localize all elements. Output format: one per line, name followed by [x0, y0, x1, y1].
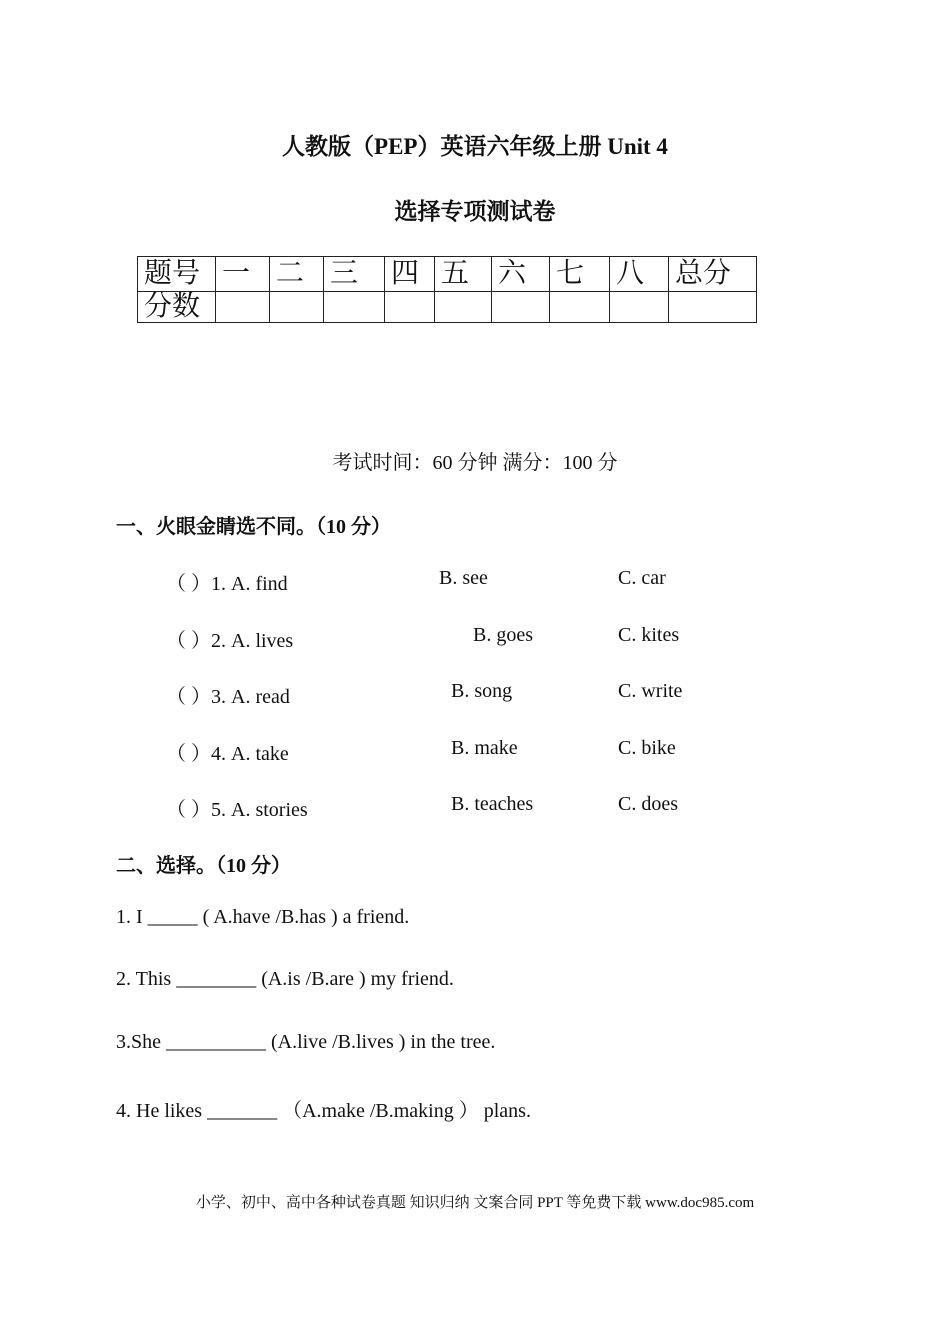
score-input-cell[interactable]	[324, 292, 385, 323]
table-cell: 四	[385, 257, 435, 292]
score-input-cell[interactable]	[385, 292, 435, 323]
fill-in-question: 1. I _____ ( A.have /B.has ) a friend.	[116, 906, 410, 928]
table-cell: 一	[216, 257, 270, 292]
question-option-b: B. make	[451, 737, 518, 759]
question-option-b: B. goes	[473, 624, 533, 646]
table-cell: 三	[324, 257, 385, 292]
fill-in-question: 2. This ________ (A.is /B.are ) my friend.	[116, 968, 454, 990]
question-option-b: B. see	[439, 567, 488, 589]
score-table	[137, 256, 757, 323]
score-table-header-row	[138, 257, 757, 292]
section-2-heading: 二、选择。（10 分）	[116, 855, 291, 877]
table-cell: 七	[550, 257, 610, 292]
score-table-score-row	[138, 292, 757, 323]
exam-info: 考试时间：60 分钟 满分：100 分	[332, 452, 618, 474]
question-option-c: C. does	[618, 793, 678, 815]
table-cell: 八	[610, 257, 669, 292]
table-cell: 题号	[138, 257, 216, 292]
score-input-cell[interactable]	[610, 292, 669, 323]
section-1-heading: 一、火眼金睛选不同。（10 分）	[116, 516, 391, 538]
question-option-c: C. write	[618, 680, 683, 702]
score-input-cell[interactable]	[216, 292, 270, 323]
question-option-a: （ ）2. A. lives	[166, 630, 294, 652]
score-input-cell[interactable]	[492, 292, 550, 323]
document-subtitle: 选择专项测试卷	[394, 199, 556, 224]
score-input-cell[interactable]	[550, 292, 610, 323]
table-cell: 二	[270, 257, 324, 292]
question-option-a: （ ）1. A. find	[166, 573, 288, 595]
document-title: 人教版（PEP）英语六年级上册 Unit 4	[282, 134, 668, 159]
question-option-c: C. kites	[618, 624, 680, 646]
question-option-c: C. car	[618, 567, 666, 589]
question-option-a: （ ）5. A. stories	[166, 799, 308, 821]
score-input-cell[interactable]	[435, 292, 492, 323]
question-option-a: （ ）4. A. take	[166, 743, 289, 765]
table-cell: 分数	[138, 292, 216, 323]
question-option-b: B. teaches	[451, 793, 534, 815]
table-cell: 六	[492, 257, 550, 292]
page-footer: 小学、初中、高中各种试卷真题 知识归纳 文案合同 PPT 等免费下载 www.doc985.com	[195, 1195, 755, 1211]
score-input-cell[interactable]	[270, 292, 324, 323]
score-input-cell[interactable]	[669, 292, 757, 323]
question-option-a: （ ）3. A. read	[166, 686, 290, 708]
fill-in-question: 4. He likes _______ （A.make /B.making ） plans.	[116, 1100, 531, 1122]
question-option-c: C. bike	[618, 737, 676, 759]
question-option-b: B. song	[451, 680, 513, 702]
fill-in-question: 3.She __________ (A.live /B.lives ) in the tree.	[116, 1031, 496, 1053]
table-cell: 总分	[669, 257, 757, 292]
table-cell: 五	[435, 257, 492, 292]
